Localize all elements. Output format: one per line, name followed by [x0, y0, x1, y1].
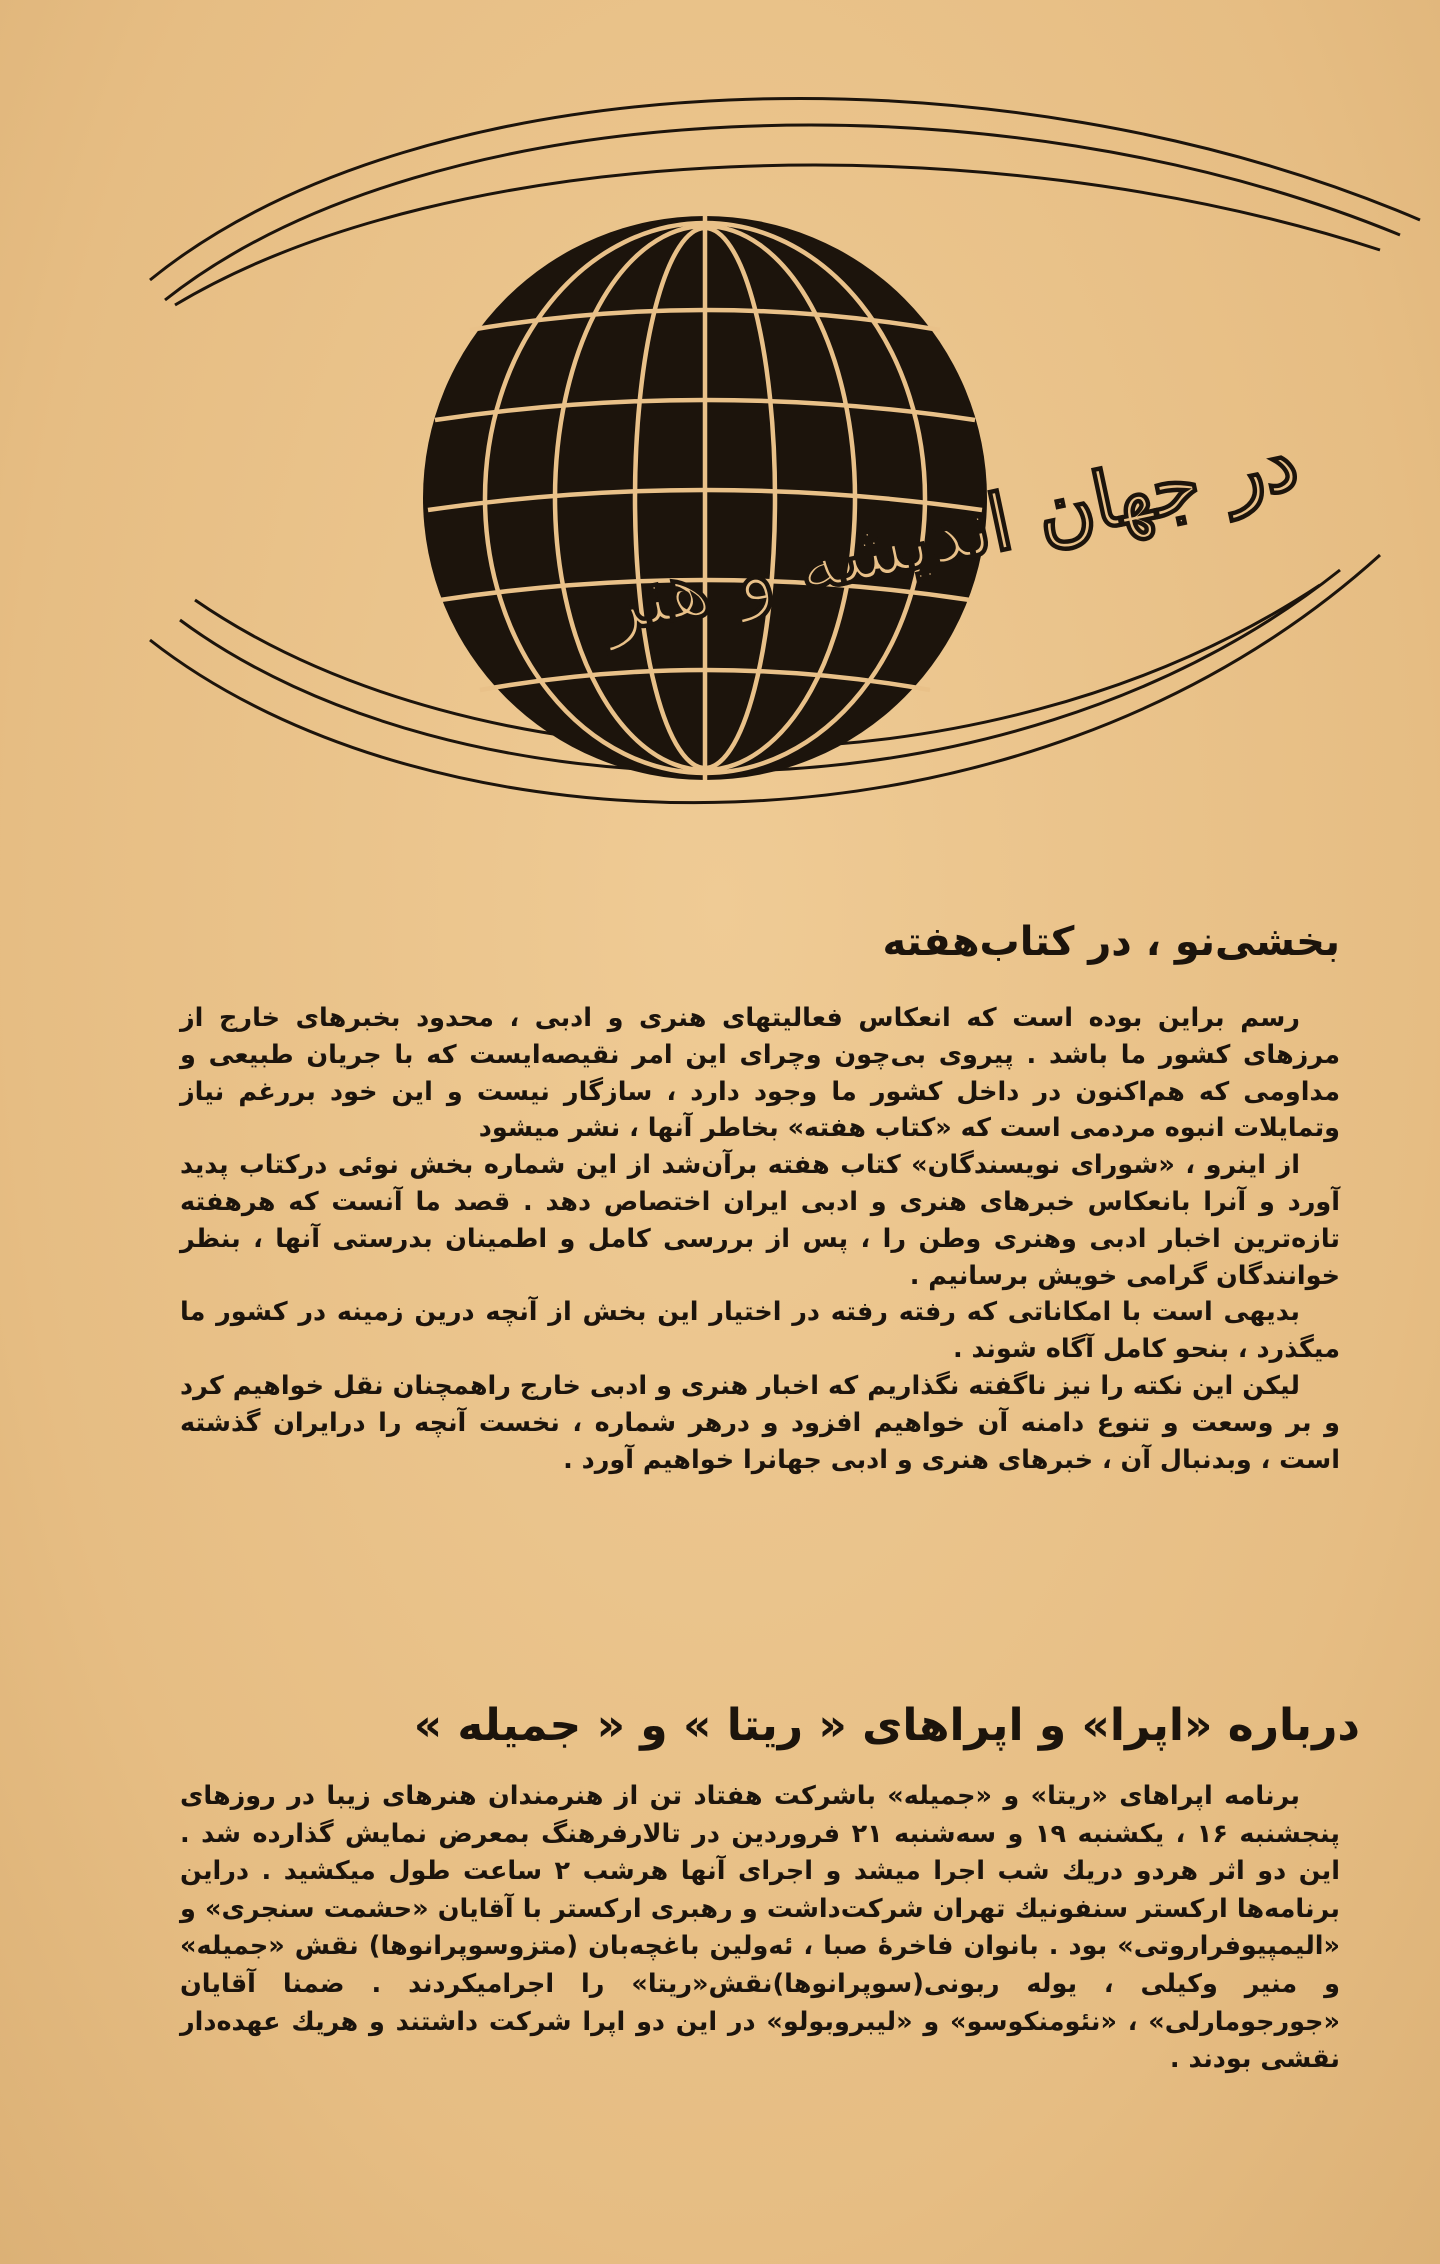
section-title: درباره «اپرا» و اپراهای « ریتا » و « جمیله »	[413, 1700, 1360, 1751]
section-body	[180, 1778, 1340, 2079]
paragraph: رسم براین بوده است که انعکاس فعالیتهای هنری و ادبی ، محدود بخبرهای خارج از مرزهای کشور ما باشد . پیروی بی‌چون وچرای این امر نقیصه‌ایست که با جریان طبیعی و مداومی که هم‌اکنون در داخل کشور ما وجود دارد ، سازگار نیست و این خود بررغم نیاز وتمایلات انبوه مردمی است که «کتاب هفته» بخاطر آنها ، نشر میشود	[180, 1003, 1340, 1144]
section-body	[180, 1000, 1340, 1478]
paragraph: لیکن این نکته را نیز ناگفته نگذاریم که اخبار هنری و ادبی خارج راهمچنان نقل خواهیم کرد و بر وسعت و تنوع دامنه آن خواهیم افزود و درهر شماره ، نخست آنچه را درایران گذشته است ، وبدنبال آن ، خبرهای هنری و ادبی جهانرا خواهیم آورد .	[180, 1370, 1340, 1475]
section-title: بخشی‌نو ، در کتاب‌هفته	[882, 919, 1340, 965]
header-illustration	[0, 0, 1440, 900]
paragraph: بدیهی است با امکاناتی که رفته رفته در اختیار این بخش از آنچه درین زمینه در کشور ما میگذرد ، بنحو کامل آگاه شوند .	[180, 1297, 1340, 1365]
paragraph: برنامه اپراهای «ریتا» و «جمیله» باشرکت هفتاد تن از هنرمندان هنرهای زیبا در روزهای پنجشنبه ۱۶ ، یکشنبه ۱۹ و سه‌شنبه ۲۱ فروردین در تالارفرهنگ بمعرض نمایش گذارده شد . این دو اثر هردو دریك شب اجرا میشد و اجرای آنها هرشب ۲ ساعت طول میکشید . دراین برنامه‌ها ارکستر سنفونیك تهران شرکت‌داشت و رهبری ارکستر با آقایان «حشمت سنجری» و «الیمپیوفراروتی» بود . بانوان فاخرهٔ صبا ، ئه‌ولین باغچه‌بان (متزوسوپرانوها) نقش «جمیله» و منیر وکیلی ، یوله ربونی(سوپرانوها)نقش«ریتا» را اجرامیکردند . ضمنا آقایان «جورجومارلی» ، «نئومنکوسو» و «لیبروبولو» در این دو اپرا شرکت داشتند و هریك عهده‌دار نقشی بودند .	[180, 1781, 1340, 2075]
paragraph: از اینرو ، «شورای نویسندگان» کتاب هفته برآن‌شد از این شماره بخش نوئی درکتاب پدید آورد و آنرا بانعکاس خبرهای هنری و ادبی ایران اختصاص دهد . قصد ما آنست که هرهفته تازه‌ترین اخبار ادبی وهنری وطن را ، پس از بررسی کامل و اطمینان بدرستی آنها ، بنظر خوانندگان گرامی خویش برسانیم .	[180, 1150, 1340, 1291]
globe-headline: در جهان اندیشه و هنر	[593, 415, 1306, 653]
